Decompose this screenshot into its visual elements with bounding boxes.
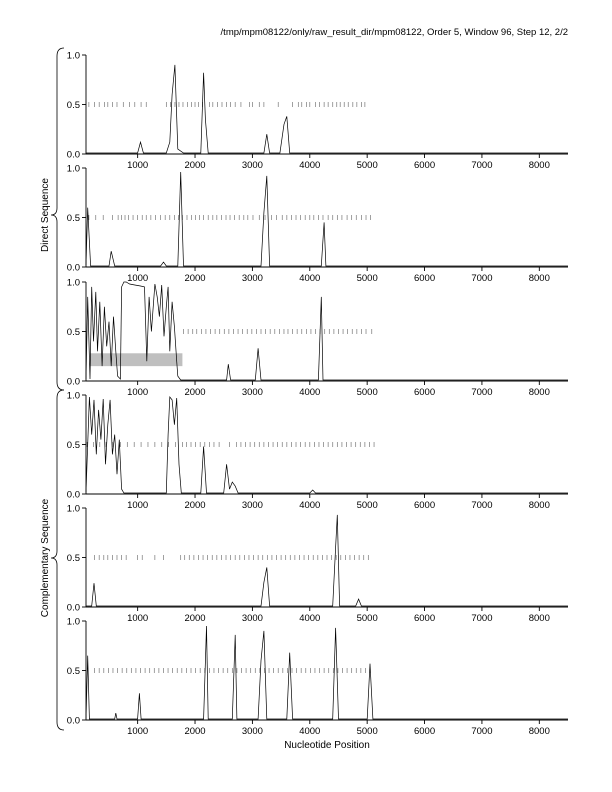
x-tick-label: 7000 [471,500,493,511]
group-direct-sequence [40,48,64,390]
x-tick-label: 5000 [356,273,378,284]
group-bracket-direct [51,48,64,390]
x-tick-label: 4000 [299,387,321,398]
x-tick-label: 4000 [299,613,321,624]
x-tick-label: 5000 [356,387,378,398]
y-tick-label: 1.0 [66,503,80,515]
y-tick-label: 0.5 [66,213,80,224]
series-line-1 [86,397,568,493]
x-tick-label: 4000 [299,273,321,284]
x-tick-label: 4000 [299,160,321,171]
panel-1 [67,51,568,172]
x-tick-label: 4000 [299,500,321,511]
x-tick-label: 2000 [184,613,206,624]
x-tick-label: 2000 [184,160,206,171]
x-tick-label: 8000 [528,500,550,511]
figure-title: /tmp/mpm08122/only/raw_result_dir/mpm08122, Order 5, Window 96, Step 12, 2/2 [220,27,568,38]
x-tick-label: 7000 [471,613,493,624]
y-tick-label: 1.0 [66,277,80,289]
x-tick-label: 2000 [184,387,206,398]
group-label-direct: Direct Sequence [40,178,51,252]
series-line-1 [86,515,568,606]
x-tick-label: 7000 [471,726,493,737]
x-tick-label: 8000 [528,387,550,398]
y-tick-label: 1.0 [66,163,80,175]
x-tick-label: 3000 [241,726,263,737]
panels [67,51,568,738]
x-tick-label: 1000 [127,613,149,624]
x-tick-label: 6000 [413,387,436,398]
x-tick-label: 8000 [528,726,550,737]
panel-6 [67,617,568,738]
panel-5 [67,504,568,625]
x-tick-label: 2000 [184,500,206,511]
x-tick-label: 6000 [413,160,436,171]
y-tick-label: 0.5 [66,553,80,564]
y-tick-label: 0.0 [66,376,80,388]
group-label-complementary: Complementary Sequence [40,498,51,618]
x-tick-label: 5000 [356,160,378,171]
x-axis-label: Nucleotide Position [284,740,370,751]
x-tick-label: 1000 [127,500,149,511]
x-tick-label: 5000 [356,726,378,737]
y-tick-label: 1.0 [66,616,80,628]
x-tick-label: 1000 [127,387,149,398]
x-tick-label: 8000 [528,273,550,284]
y-tick-label: 0.5 [66,666,80,677]
x-tick-label: 8000 [528,613,550,624]
x-tick-label: 1000 [127,160,149,171]
series-line-1 [86,65,568,153]
x-tick-label: 1000 [127,273,149,284]
series-line-1 [86,172,568,266]
y-tick-label: 0.0 [66,149,80,161]
group-complementary-sequence [40,390,64,730]
x-tick-label: 3000 [241,273,263,284]
y-tick-label: 0.0 [66,489,80,501]
x-tick-label: 1000 [127,726,149,737]
x-tick-label: 4000 [299,726,321,737]
x-tick-label: 8000 [528,160,550,171]
x-tick-label: 2000 [184,726,206,737]
y-tick-label: 0.5 [66,440,80,451]
x-tick-label: 6000 [413,726,436,737]
x-tick-label: 6000 [413,613,436,624]
y-tick-label: 0.0 [66,602,80,614]
x-tick-label: 3000 [241,613,263,624]
y-tick-label: 0.0 [66,262,80,274]
x-tick-label: 3000 [241,160,263,171]
x-tick-label: 7000 [471,273,493,284]
series-line-1 [86,626,568,719]
y-tick-label: 0.5 [66,327,80,338]
panel-3 [67,278,568,399]
y-tick-label: 0.0 [66,715,80,727]
group-bracket-complementary [51,390,64,730]
x-tick-label: 5000 [356,613,378,624]
panel-4 [67,391,568,512]
x-tick-label: 5000 [356,500,378,511]
x-tick-label: 3000 [241,387,263,398]
x-tick-label: 7000 [471,160,493,171]
y-tick-label: 1.0 [66,50,80,62]
x-tick-label: 7000 [471,387,493,398]
x-tick-label: 6000 [413,273,436,284]
x-tick-label: 3000 [241,500,263,511]
panel-2 [67,164,568,285]
x-tick-label: 6000 [413,500,436,511]
region-band [90,353,182,366]
y-tick-label: 0.5 [66,100,80,111]
x-tick-label: 2000 [184,273,206,284]
y-tick-label: 1.0 [66,390,80,402]
